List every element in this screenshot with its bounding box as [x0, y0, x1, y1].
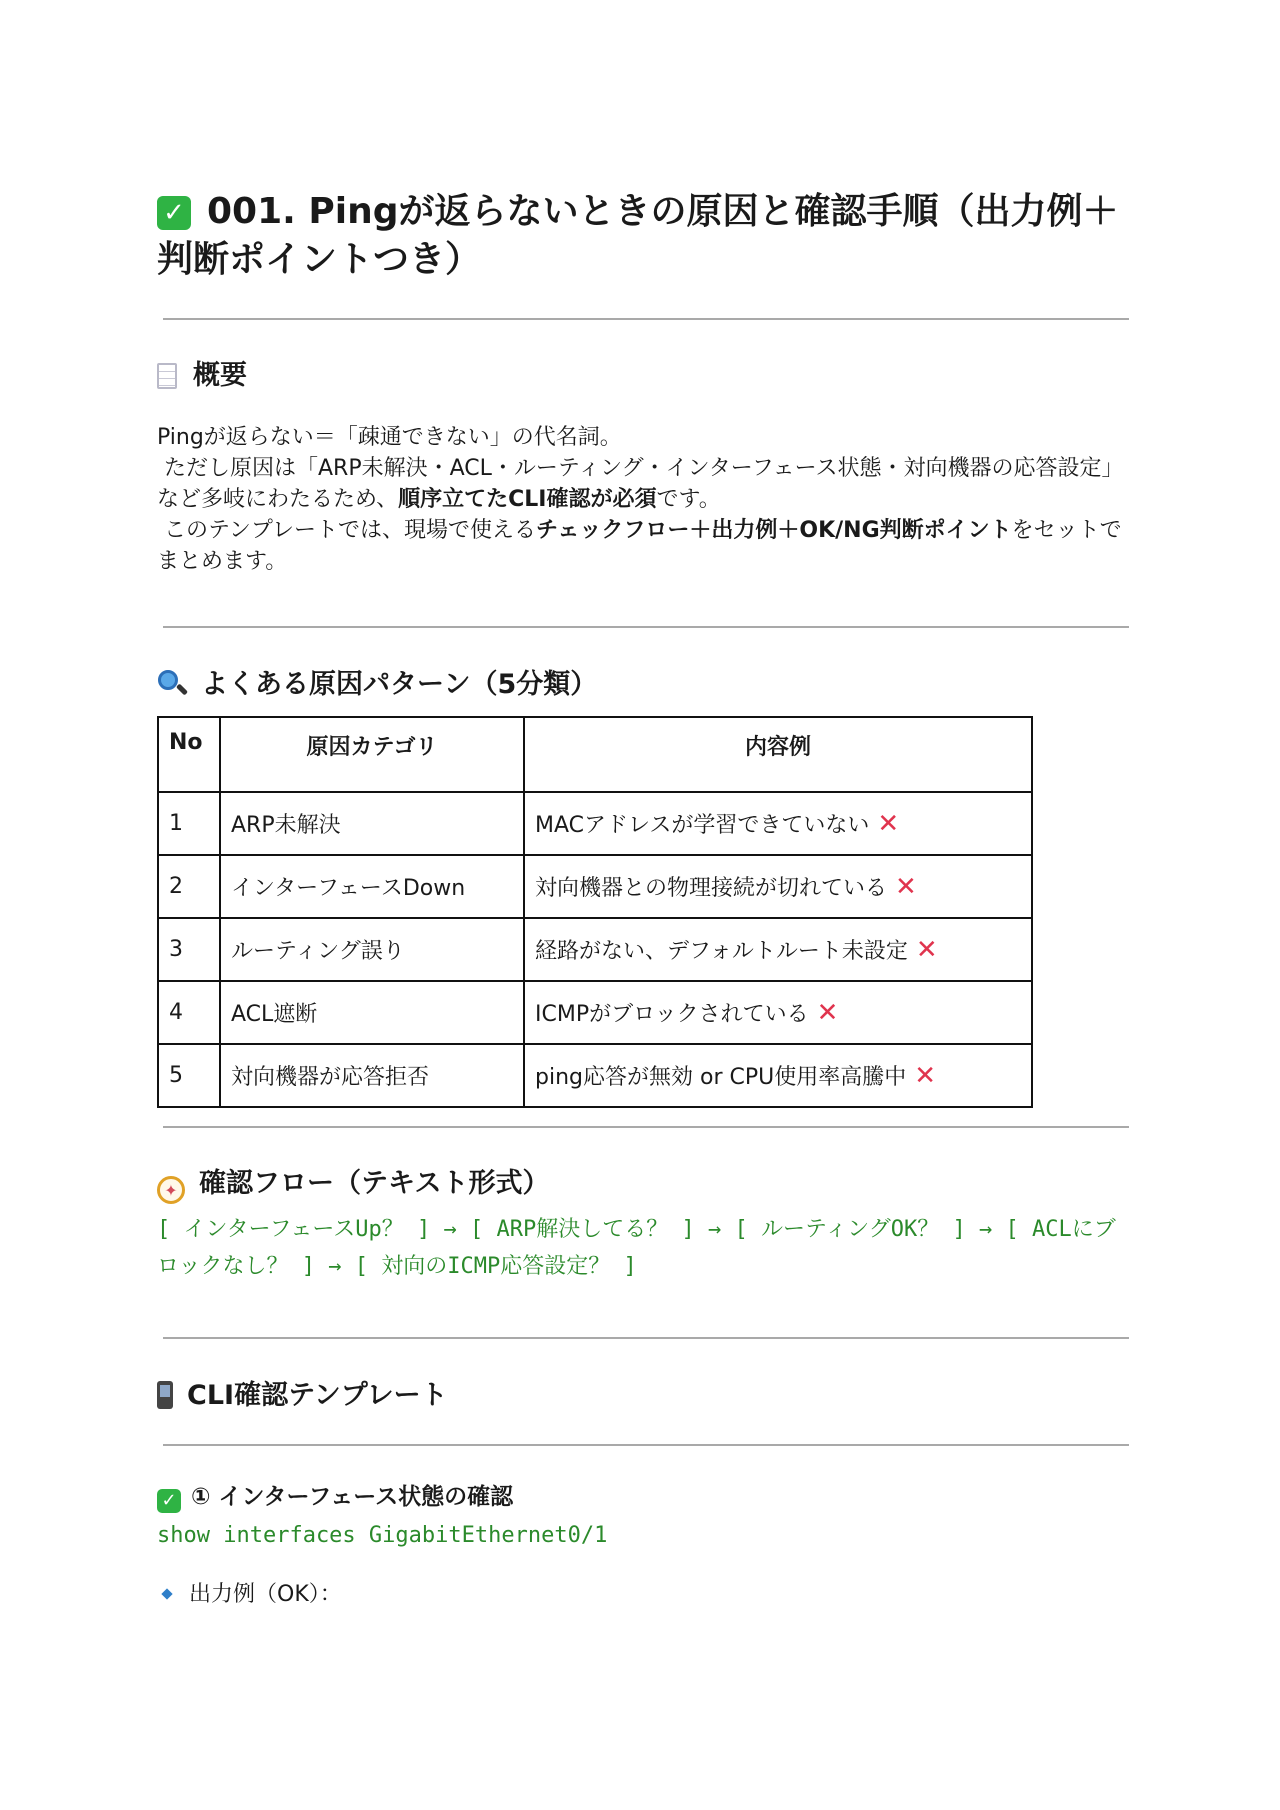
cross-mark-icon: ✕: [877, 809, 900, 839]
cross-mark-icon: ✕: [915, 935, 938, 965]
cli-command: show interfaces GigabitEthernet0/1: [157, 1523, 608, 1548]
overview-line-2: ただし原因は「ARP未解決・ACL・ルーティング・インターフェース状態・対向機器の応答設定」など多岐にわたるため、順序立てたCLI確認が必須です。: [157, 456, 1113, 512]
magnifier-icon: [157, 669, 187, 699]
table-row: [158, 981, 1032, 1044]
page-title-text: 001. Pingが返らないときの原因と確認手順（出力例＋判断ポイントつき）: [157, 191, 1119, 280]
table-row: [158, 918, 1032, 981]
overview-heading: 概要: [157, 358, 247, 394]
divider: [163, 1444, 1129, 1446]
check-icon: ✓: [157, 1489, 181, 1513]
row-no: 2: [158, 855, 220, 918]
row-no: 4: [158, 981, 220, 1044]
row-category: インターフェースDown: [220, 855, 524, 918]
divider: [163, 626, 1129, 628]
step1-heading: ✓ ① インターフェース状態の確認: [157, 1481, 513, 1513]
output-example-label: 出力例（OK）：: [163, 1579, 342, 1611]
column-header-category: 原因カテゴリ: [220, 717, 524, 792]
check-icon: ✓: [157, 196, 191, 230]
row-example: ICMPがブロックされている ✕: [524, 981, 1032, 1044]
table-row: [158, 1044, 1032, 1107]
row-category: ルーティング誤り: [220, 918, 524, 981]
row-example: MACアドレスが学習できていない ✕: [524, 792, 1032, 855]
row-no: 1: [158, 792, 220, 855]
table-row: [158, 855, 1032, 918]
cli-heading: CLI確認テンプレート: [157, 1378, 448, 1414]
page-title: [157, 188, 1123, 284]
row-no: 3: [158, 918, 220, 981]
flow-heading: ✦ 確認フロー（テキスト形式）: [157, 1166, 549, 1204]
causes-table: [157, 716, 1033, 1108]
overview-line-3: このテンプレートでは、現場で使えるチェックフロー＋出力例＋OK/NG判断ポイントをセットでまとめます。: [157, 518, 1122, 574]
row-category: ACL遮断: [220, 981, 524, 1044]
overview-line-1: Pingが返らない＝「疎通できない」の代名詞。: [157, 425, 622, 450]
cross-mark-icon: ✕: [895, 872, 917, 902]
diamond-bullet-icon: [161, 1588, 172, 1599]
row-example: 対向機器との物理接続が切れている ✕: [524, 855, 1032, 918]
row-no: 5: [158, 1044, 220, 1107]
cross-mark-icon: ✕: [816, 998, 839, 1028]
flow-text: [ インターフェースUp？ ] → [ ARP解決してる？ ] → [ ルーティングOK？ ] → [ ACLにブロックなし？ ] → [ 対向のICMP応答設定？ ]: [157, 1217, 1116, 1279]
compass-icon: ✦: [157, 1176, 185, 1204]
overview-text: [157, 422, 1123, 577]
row-category: ARP未解決: [220, 792, 524, 855]
table-header-row: [158, 717, 1032, 792]
cross-mark-icon: ✕: [914, 1061, 937, 1091]
divider: [163, 1126, 1129, 1128]
row-category: 対向機器が応答拒否: [220, 1044, 524, 1107]
row-example: 経路がない、デフォルトルート未設定 ✕: [524, 918, 1032, 981]
table-row: [158, 792, 1032, 855]
causes-heading: よくある原因パターン（5分類）: [157, 667, 597, 703]
device-icon: [157, 1381, 173, 1409]
column-header-no: No: [158, 717, 220, 792]
divider: [163, 318, 1129, 320]
document-icon: [157, 363, 177, 389]
column-header-example: 内容例: [524, 717, 1032, 792]
divider: [163, 1337, 1129, 1339]
row-example: ping応答が無効 or CPU使用率高騰中 ✕: [524, 1044, 1032, 1107]
